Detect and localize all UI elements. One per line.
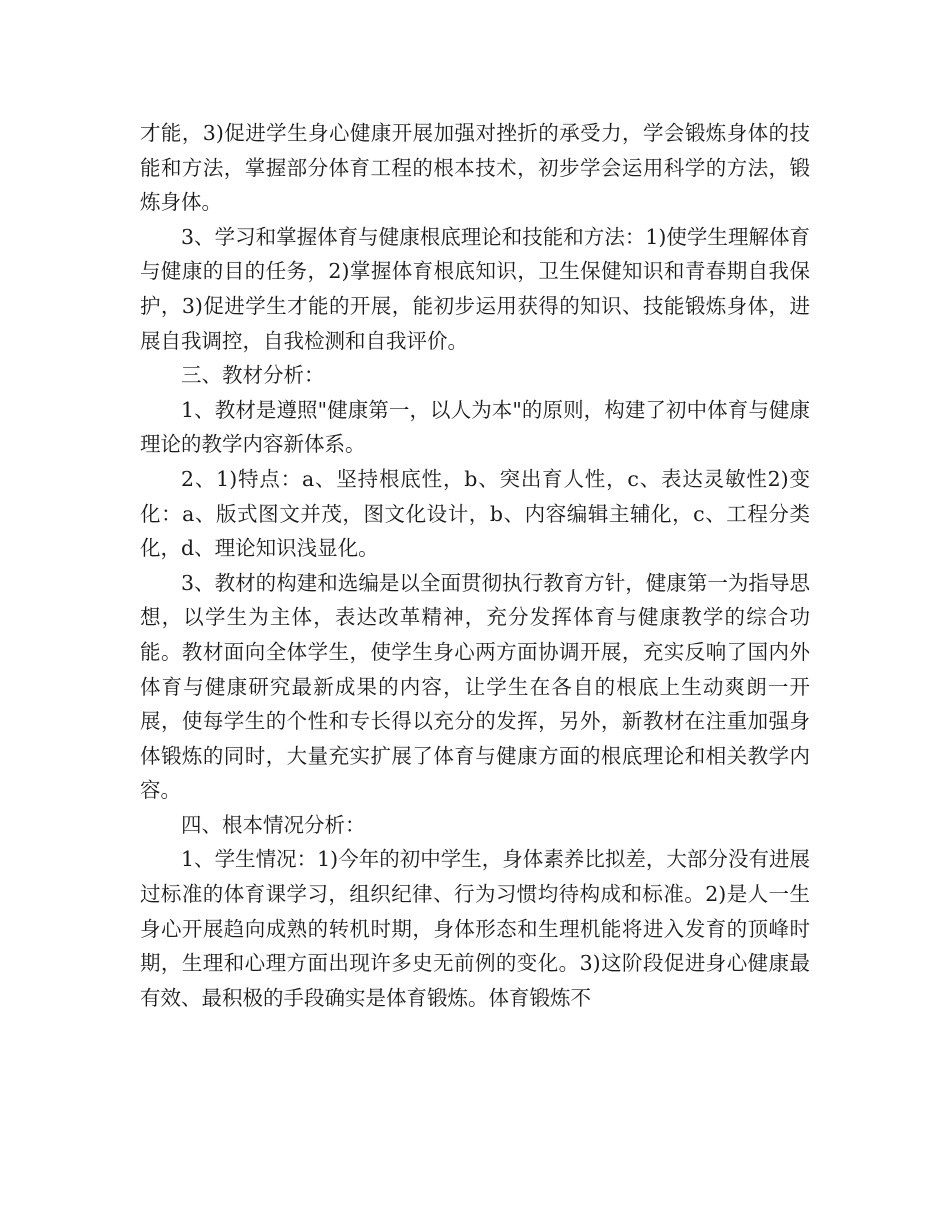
section-heading-basic-situation: 四、根本情况分析：	[181, 812, 366, 837]
paragraph-2: 3、学习和掌握体育与健康根底理论和技能和方法：1)使学生理解体育与健康的目的任务，2)掌握体育根底知识，卫生保健知识和青春期自我保护，3)促进学生才能的开展，能初步运用获得的知识、技能锻炼身体，进展自我调控，自我检测和自我评价。	[140, 224, 810, 353]
paragraph-4: 2、1)特点：a、坚持根底性，b、突出育人性，c、表达灵敏性2)变化：a、版式图文并茂，图文化设计，b、内容编辑主辅化，c、工程分类化，d、理论知识浅显化。	[140, 466, 810, 561]
paragraph-3: 1、教材是遵照"健康第一，以人为本"的原则，构建了初中体育与健康理论的教学内容新体系。	[140, 397, 810, 457]
paragraph-6: 1、学生情况：1)今年的初中学生，身体素养比拟差，大部分没有进展过标准的体育课学习，组织纪律、行为习惯均待构成和标准。2)是人一生身心开展趋向成熟的转机时期，身体形态和生理机能将进入发育的顶峰时期，生理和心理方面出现许多史无前例的变化。3)这阶段促进身心健康最有效、最积极的手段确实是体育锻炼。体育锻炼不	[140, 847, 810, 1010]
paragraph-5: 3、教材的构建和选编是以全面贯彻执行教育方针，健康第一为指导思想，以学生为主体，表达改革精神，充分发挥体育与健康教学的综合功能。教材面向全体学生，使学生身心两方面协调开展，充实反响了国内外体育与健康研究最新成果的内容，让学生在各自的根底上生动爽朗一开展，使每学生的个性和专长得以充分的发挥，另外，新教材在注重加强身体锻炼的同时，大量充实扩展了体育与健康方面的根底理论和相关教学内容。	[140, 570, 810, 803]
paragraph-1: 才能，3)促进学生身心健康开展加强对挫折的承受力，学会锻炼身体的技能和方法，掌握部分体育工程的根本技术，初步学会运用科学的方法，锻炼身体。	[140, 121, 810, 215]
section-heading-textbook-analysis: 三、教材分析：	[181, 363, 325, 388]
